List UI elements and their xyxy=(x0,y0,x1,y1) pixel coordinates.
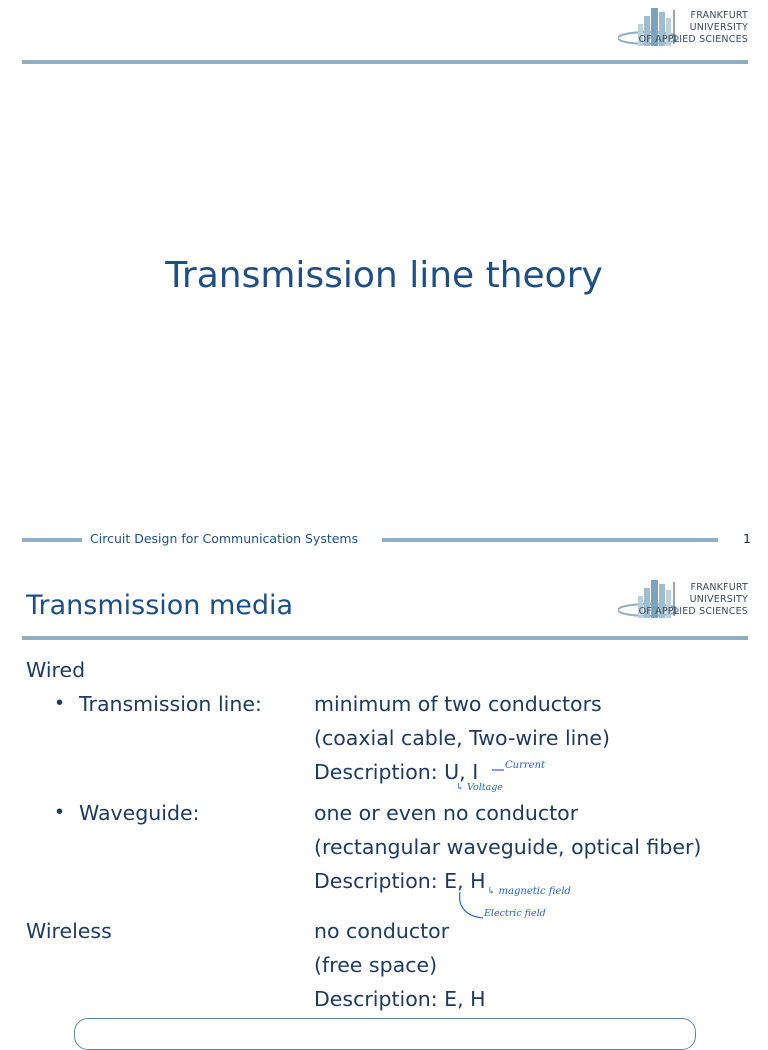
bottom-callout-box xyxy=(74,1018,696,1050)
header-rule xyxy=(22,636,748,640)
wg-line-3: Description: E, H xyxy=(314,869,486,893)
logo-line-1: FRANKFURT xyxy=(690,582,748,593)
header-rule xyxy=(22,60,748,64)
footer-text: Circuit Design for Communication Systems xyxy=(90,531,359,546)
tl-line-1: minimum of two conductors xyxy=(314,692,602,716)
tl-line-3: Description: U, I xyxy=(314,760,479,784)
wg-line-1: one or even no conductor xyxy=(314,801,579,825)
annotation-magnetic: ↳ magnetic field xyxy=(487,886,571,897)
annotation-electric: Electric field xyxy=(484,908,546,919)
slide-heading: Transmission media xyxy=(26,590,294,621)
footer-rule-left xyxy=(22,538,82,542)
bullet-dot: • xyxy=(56,801,64,823)
waveguide-label: Waveguide: xyxy=(79,801,200,825)
slide-title: Transmission line theory xyxy=(165,255,603,296)
logo-line-3: OF APPLIED SCIENCES xyxy=(638,606,748,617)
wl-line-3: Description: E, H xyxy=(314,987,486,1011)
annotation-current: Current xyxy=(505,760,546,771)
logo-line-2: UNIVERSITY xyxy=(689,594,748,605)
footer-rule-right xyxy=(382,538,718,542)
page-number: 1 xyxy=(743,531,751,546)
logo-line-2: UNIVERSITY xyxy=(689,22,748,33)
bullet-dot: • xyxy=(56,692,64,714)
annotation-voltage: ↳ Voltage xyxy=(456,782,503,793)
content-slide xyxy=(0,560,768,1024)
wg-line-2: (rectangular waveguide, optical fiber) xyxy=(314,835,702,859)
wl-line-1: no conductor xyxy=(314,919,450,943)
wl-line-2: (free space) xyxy=(314,953,438,977)
slide-footer xyxy=(0,530,768,550)
wired-label: Wired xyxy=(26,658,86,682)
wireless-label: Wireless xyxy=(26,919,112,943)
tl-line-2: (coaxial cable, Two-wire line) xyxy=(314,726,610,750)
university-logo xyxy=(618,4,748,60)
university-logo xyxy=(618,576,748,632)
logo-line-3: OF APPLIED SCIENCES xyxy=(638,34,748,45)
transmission-line-label: Transmission line: xyxy=(79,692,262,716)
logo-line-1: FRANKFURT xyxy=(690,10,748,21)
